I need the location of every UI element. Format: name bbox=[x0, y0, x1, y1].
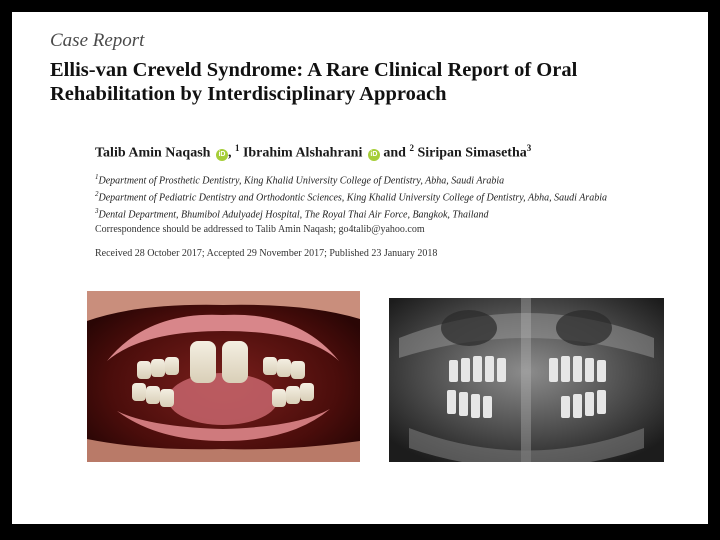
orcid-icon[interactable]: iD bbox=[216, 149, 228, 161]
affiliation-text: Department of Pediatric Dentistry and Orthodontic Sciences, King Khalid University College of Dentistry, Abha, Saudi Arabia bbox=[98, 192, 607, 204]
author-name: Siripan Simasetha bbox=[417, 145, 527, 161]
author-affiliation-mark: 1 bbox=[234, 143, 240, 153]
radiograph-drawing bbox=[389, 298, 664, 462]
affiliation-text: Dental Department, Bhumibol Adulyadej Hospital, The Royal Thai Air Force, Bangkok, Thailand bbox=[98, 208, 489, 220]
correspondence-line: Correspondence should be addressed to Talib Amin Naqash; go4talib@yahoo.com bbox=[95, 224, 425, 235]
author-separator: and bbox=[379, 145, 410, 161]
author-affiliation-mark: 3 bbox=[526, 143, 532, 153]
intraoral-photo-drawing bbox=[87, 291, 360, 462]
affiliation-number: 1 bbox=[95, 173, 99, 181]
author-separator: , bbox=[227, 145, 235, 161]
intraoral-photograph bbox=[87, 291, 360, 462]
panoramic-radiograph bbox=[389, 298, 664, 462]
author-name: Ibrahim Alshahrani bbox=[242, 145, 363, 161]
affiliation-text: Department of Prosthetic Dentistry, King Khalid University College of Dentistry, Abha, Saudi Arabia bbox=[98, 175, 505, 187]
publication-dates: Received 28 October 2017; Accepted 29 November 2017; Published 23 January 2018 bbox=[95, 248, 438, 259]
author-list bbox=[95, 143, 531, 162]
author-affiliation-mark: 2 bbox=[409, 143, 414, 153]
affiliation-list bbox=[95, 171, 607, 221]
article-title: Ellis-van Creveld Syndrome: A Rare Clinical Report of Oral Rehabilitation by Interdisciplinary Approach bbox=[50, 59, 578, 105]
affiliation-item bbox=[95, 188, 607, 205]
article-type: Case Report bbox=[50, 30, 145, 51]
affiliation-item bbox=[95, 171, 607, 188]
affiliation-number: 2 bbox=[95, 189, 99, 198]
orcid-icon[interactable]: iD bbox=[368, 149, 380, 161]
affiliation-number: 3 bbox=[95, 206, 99, 215]
author-name: Talib Amin Naqash bbox=[95, 145, 211, 161]
affiliation-item bbox=[95, 205, 607, 222]
